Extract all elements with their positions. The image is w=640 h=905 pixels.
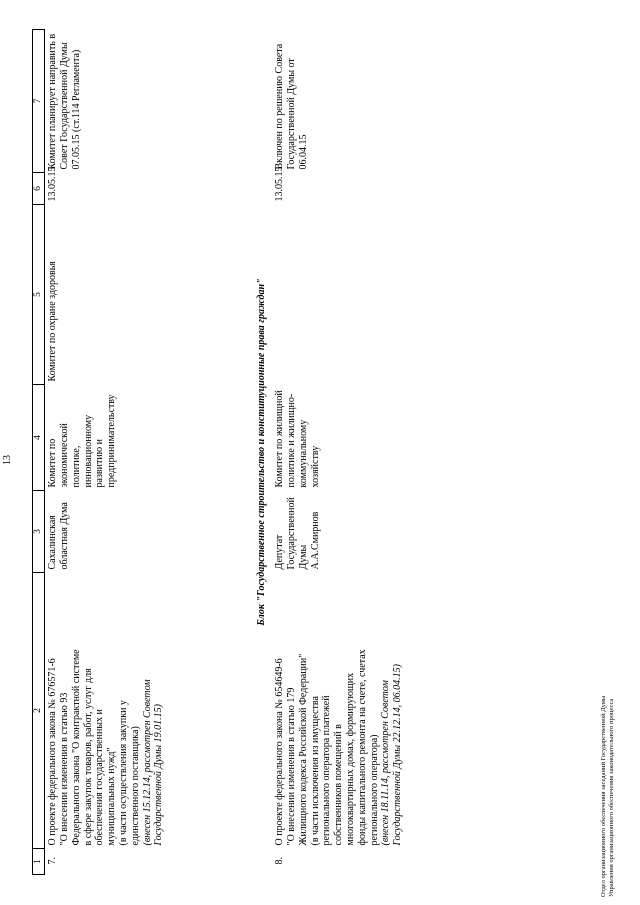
bill-note: Государственной Думы 22.12.14, 06.04.15) — [392, 664, 404, 846]
bill-line: О проекте федерального закона № 676571-6 — [47, 658, 59, 846]
bill-line: фонды капитального ремонта на счете, счетах — [356, 649, 368, 846]
table-row — [45, 30, 255, 875]
bill-note: Государственной Думы 19.01.15) — [153, 704, 165, 846]
co-committee — [272, 205, 488, 385]
bill-description — [45, 573, 255, 849]
header-col-6: 6 — [33, 173, 45, 205]
footer — [600, 696, 617, 897]
bill-line: Федерального закона "О контрактной системе — [70, 649, 82, 846]
header-col-4: 4 — [33, 385, 45, 491]
status-note: Включен по решению Совета Государственной Думы от 06.04.15 — [274, 43, 309, 170]
header-col-7: 7 — [33, 30, 45, 173]
bill-line: в сфере закупок товаров, работ, услуг для — [82, 668, 94, 846]
row-number: 8. — [274, 857, 286, 865]
responsible-committee: Комитет по экономической политике, инновационному развитию и предпринимательству — [47, 394, 118, 488]
header-col-1: 1 — [33, 849, 45, 875]
initiator: Депутат Государственной Думы А.А.Смирнов — [274, 497, 321, 570]
date: 13.05.15 — [47, 166, 59, 202]
bill-description — [272, 573, 488, 849]
section-title: Блок "Государственное строительство и конституционные права граждан" — [256, 278, 268, 626]
row-number: 7. — [47, 857, 59, 865]
footer-line-2: Управления организационного обеспечения законодательного процесса — [608, 698, 616, 897]
section-row — [254, 30, 272, 875]
co-committee: Комитет по охране здоровья — [47, 261, 59, 382]
bill-note: (внесен 15.12.14, рассмотрен Советом — [141, 679, 153, 846]
bill-line: О проекте федерального закона № 654649-6 — [274, 658, 286, 846]
status-note: Комитет планирует направить в Совет Государственной Думы 07.05.15 (ст.114 Регламента) — [47, 33, 82, 170]
header-row — [33, 30, 45, 875]
bill-line: Жилищного кодекса Российской Федерации" — [297, 653, 309, 846]
footer-line-1: Отдел организационного обеспечения заседаний Государственной Думы — [600, 695, 607, 897]
header-col-2: 2 — [33, 573, 45, 849]
bill-line: (в части исключения из имущества — [309, 696, 321, 846]
bill-line: регионального оператора) — [368, 734, 380, 846]
initiator: Сахалинская областная Дума — [47, 502, 70, 570]
bill-line: "О внесении изменения в статью 179 — [286, 687, 297, 846]
bill-line: "О внесении изменения в статью 93 — [59, 692, 70, 846]
bill-line: (в части осуществления закупки у — [117, 700, 129, 846]
bill-line: регионального оператора платежей — [321, 695, 333, 846]
header-col-5: 5 — [33, 205, 45, 385]
bill-note: (внесен 18.11.14, рассмотрен Советом — [380, 680, 392, 846]
bill-line: многоквартирных домах, формирующих — [344, 672, 356, 846]
header-col-3: 3 — [33, 491, 45, 573]
bill-line: единственного поставщика) — [129, 726, 141, 846]
bill-line: обеспечения государственных и — [94, 709, 106, 846]
bills-table — [32, 29, 488, 875]
table-row — [272, 30, 488, 875]
page-number: 13 — [2, 455, 13, 465]
bill-line: муниципальных нужд" — [106, 747, 118, 846]
responsible-committee: Комитет по жилищной политике и жилищно-коммунальному хозяйству — [274, 390, 321, 488]
bill-line: собственников помещений в — [333, 724, 345, 846]
date: 13.05.15 — [274, 166, 286, 202]
